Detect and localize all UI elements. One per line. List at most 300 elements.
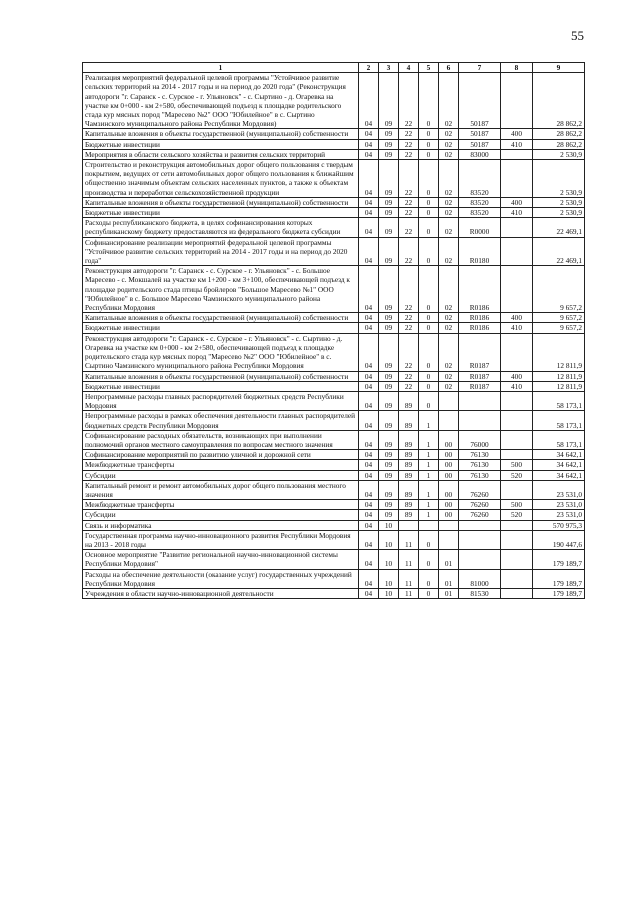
program-code-cell: 22 xyxy=(399,333,419,371)
program-code-cell: 22 xyxy=(399,381,419,391)
table-row xyxy=(83,569,585,588)
expense-type-cell xyxy=(501,588,533,598)
event-code-cell: 02 xyxy=(439,129,459,139)
row-name-cell: Капитальные вложения в объекты государственной (муниципальной) собственности xyxy=(83,313,359,323)
expense-type-cell xyxy=(501,430,533,449)
row-name-cell: Бюджетные инвестиции xyxy=(83,381,359,391)
row-name-cell: Мероприятия в области сельского хозяйства и развития сельских территорий xyxy=(83,149,359,159)
subsection-code-cell: 09 xyxy=(379,500,399,510)
row-name-cell: Капитальный ремонт и ремонт автомобильных дорог общего пользования местного значения xyxy=(83,480,359,499)
section-code-cell: 04 xyxy=(359,313,379,323)
program-code-cell: 22 xyxy=(399,266,419,313)
event-code-cell xyxy=(439,391,459,410)
section-code-cell: 04 xyxy=(359,411,379,430)
subprogram-code-cell: 0 xyxy=(419,218,439,237)
subprogram-code-cell: 1 xyxy=(419,430,439,449)
event-code-cell: 02 xyxy=(439,381,459,391)
direction-code-cell xyxy=(459,530,501,549)
table-row xyxy=(83,500,585,510)
event-code-cell: 02 xyxy=(439,139,459,149)
program-code-cell xyxy=(399,520,419,530)
subprogram-code-cell: 1 xyxy=(419,450,439,460)
event-code-cell: 00 xyxy=(439,510,459,520)
subsection-code-cell: 09 xyxy=(379,160,399,198)
section-code-cell: 04 xyxy=(359,470,379,480)
row-name-cell: Реализация мероприятий федеральной целевой программы "Устойчивое развитие сельских территорий на 2014 - 2017 годы и на период до 2020 года" (Реконструкция автодороги "г. Саранск - с. Сурское - г. Ульяновск" - с. Сыртино - д. Огаревка на участке км 0+000 - км 2+580, обеспечивающей подъезд к площадке родительского стада кур мясных пород "Маресево №2" ООО "Юбилейное" в с. Сыртино Чамзинского муниципального района Республики Мордовия) xyxy=(83,73,359,129)
program-code-cell: 22 xyxy=(399,208,419,218)
row-name-cell: Бюджетные инвестиции xyxy=(83,208,359,218)
direction-code-cell: 81000 xyxy=(459,569,501,588)
expense-type-cell xyxy=(501,550,533,569)
row-name-cell: Реконструкция автодороги "г. Саранск - с. Сурское - г. Ульяновск" - с. Сыртино - д. Огаревка на участке км 0+000 - км 2+580, обеспечивающей подъезд к площадке родительского стада кур мясных пород "Маресево №2" ООО "Юбилейное" в с. Сыртино Чамзинского муниципального района Республики Мордовия xyxy=(83,333,359,371)
event-code-cell: 02 xyxy=(439,237,459,266)
direction-code-cell xyxy=(459,411,501,430)
amount-cell: 2 530,9 xyxy=(533,208,585,218)
direction-code-cell: 76130 xyxy=(459,470,501,480)
subsection-code-cell: 09 xyxy=(379,460,399,470)
direction-code-cell: 76130 xyxy=(459,450,501,460)
column-header: 7 xyxy=(459,63,501,73)
subprogram-code-cell: 0 xyxy=(419,237,439,266)
row-name-cell: Основное мероприятие "Развитие региональной научно-инновационной системы Республики Мордовия" xyxy=(83,550,359,569)
program-code-cell: 22 xyxy=(399,237,419,266)
subsection-code-cell: 09 xyxy=(379,411,399,430)
direction-code-cell: 76000 xyxy=(459,430,501,449)
subsection-code-cell: 09 xyxy=(379,480,399,499)
subsection-code-cell: 09 xyxy=(379,391,399,410)
expense-type-cell xyxy=(501,333,533,371)
amount-cell: 58 173,1 xyxy=(533,411,585,430)
subprogram-code-cell: 1 xyxy=(419,411,439,430)
direction-code-cell: 50187 xyxy=(459,139,501,149)
subsection-code-cell: 09 xyxy=(379,371,399,381)
table-row xyxy=(83,208,585,218)
expense-type-cell: 500 xyxy=(501,460,533,470)
program-code-cell: 11 xyxy=(399,588,419,598)
table-row xyxy=(83,73,585,129)
event-code-cell: 02 xyxy=(439,160,459,198)
event-code-cell xyxy=(439,520,459,530)
subprogram-code-cell xyxy=(419,520,439,530)
section-code-cell: 04 xyxy=(359,160,379,198)
expense-type-cell xyxy=(501,160,533,198)
table-row xyxy=(83,460,585,470)
program-code-cell: 22 xyxy=(399,323,419,333)
expense-type-cell xyxy=(501,391,533,410)
expense-type-cell xyxy=(501,237,533,266)
event-code-cell: 02 xyxy=(439,266,459,313)
event-code-cell: 00 xyxy=(439,450,459,460)
row-name-cell: Софинансирование расходных обязательств, возникающих при выполнении полномочий органов местного самоуправления по вопросам местного значения xyxy=(83,430,359,449)
amount-cell: 22 469,1 xyxy=(533,218,585,237)
row-name-cell: Реконструкция автодороги "г. Саранск - с. Сурское - г. Ульяновск" - с. Большое Маресево - с. Мокшалей на участке км 1+200 - км 3+100, обеспечивающей подъезд к площадке родительского стада птицы бройлеров "Большое Маресево №1" ООО "Юбилейное" в с. Большое Маресево Чамзинского муниципального района Республики Мордовия xyxy=(83,266,359,313)
event-code-cell: 01 xyxy=(439,588,459,598)
page-number: 55 xyxy=(571,28,584,43)
subprogram-code-cell: 0 xyxy=(419,313,439,323)
section-code-cell: 04 xyxy=(359,430,379,449)
row-name-cell: Межбюджетные трансферты xyxy=(83,460,359,470)
subprogram-code-cell: 0 xyxy=(419,149,439,159)
program-code-cell: 22 xyxy=(399,197,419,207)
table-row xyxy=(83,510,585,520)
subsection-code-cell: 09 xyxy=(379,237,399,266)
event-code-cell: 02 xyxy=(439,333,459,371)
column-header: 2 xyxy=(359,63,379,73)
row-name-cell: Субсидии xyxy=(83,470,359,480)
subsection-code-cell: 09 xyxy=(379,139,399,149)
row-name-cell: Межбюджетные трансферты xyxy=(83,500,359,510)
row-name-cell: Капитальные вложения в объекты государственной (муниципальной) собственности xyxy=(83,371,359,381)
event-code-cell: 01 xyxy=(439,550,459,569)
direction-code-cell: R0186 xyxy=(459,266,501,313)
table-row xyxy=(83,430,585,449)
subsection-code-cell: 10 xyxy=(379,530,399,549)
amount-cell: 190 447,6 xyxy=(533,530,585,549)
column-header: 1 xyxy=(83,63,359,73)
amount-cell: 58 173,1 xyxy=(533,430,585,449)
amount-cell: 28 862,2 xyxy=(533,73,585,129)
subsection-code-cell: 10 xyxy=(379,520,399,530)
row-name-cell: Непрограммные расходы в рамках обеспечения деятельности главных распорядителей бюджетных средств Республики Мордовия xyxy=(83,411,359,430)
program-code-cell: 22 xyxy=(399,160,419,198)
column-header: 4 xyxy=(399,63,419,73)
amount-cell: 570 975,3 xyxy=(533,520,585,530)
event-code-cell: 02 xyxy=(439,371,459,381)
subprogram-code-cell: 1 xyxy=(419,470,439,480)
direction-code-cell: R0186 xyxy=(459,323,501,333)
row-name-cell: Бюджетные инвестиции xyxy=(83,323,359,333)
section-code-cell: 04 xyxy=(359,520,379,530)
subsection-code-cell: 09 xyxy=(379,313,399,323)
subprogram-code-cell: 0 xyxy=(419,381,439,391)
subprogram-code-cell: 0 xyxy=(419,550,439,569)
expense-type-cell: 400 xyxy=(501,313,533,323)
expense-type-cell: 400 xyxy=(501,129,533,139)
amount-cell: 12 811,9 xyxy=(533,371,585,381)
subsection-code-cell: 09 xyxy=(379,73,399,129)
table-row xyxy=(83,237,585,266)
table-row xyxy=(83,333,585,371)
column-header: 9 xyxy=(533,63,585,73)
amount-cell: 179 189,7 xyxy=(533,550,585,569)
table-row xyxy=(83,588,585,598)
section-code-cell: 04 xyxy=(359,237,379,266)
program-code-cell: 89 xyxy=(399,470,419,480)
subprogram-code-cell: 0 xyxy=(419,588,439,598)
direction-code-cell: R0180 xyxy=(459,237,501,266)
section-code-cell: 04 xyxy=(359,391,379,410)
expense-type-cell xyxy=(501,530,533,549)
amount-cell: 12 811,9 xyxy=(533,381,585,391)
subsection-code-cell: 09 xyxy=(379,450,399,460)
event-code-cell xyxy=(439,530,459,549)
subsection-code-cell: 09 xyxy=(379,197,399,207)
row-name-cell: Капитальные вложения в объекты государственной (муниципальной) собственности xyxy=(83,129,359,139)
column-header: 3 xyxy=(379,63,399,73)
expense-type-cell: 410 xyxy=(501,323,533,333)
column-header: 5 xyxy=(419,63,439,73)
table-row xyxy=(83,218,585,237)
expense-type-cell xyxy=(501,73,533,129)
direction-code-cell: 81530 xyxy=(459,588,501,598)
subsection-code-cell: 09 xyxy=(379,510,399,520)
header-row xyxy=(83,63,585,73)
subprogram-code-cell: 0 xyxy=(419,139,439,149)
direction-code-cell: 83520 xyxy=(459,197,501,207)
subsection-code-cell: 09 xyxy=(379,129,399,139)
budget-table xyxy=(82,62,585,599)
section-code-cell: 04 xyxy=(359,510,379,520)
expense-type-cell xyxy=(501,411,533,430)
subsection-code-cell: 09 xyxy=(379,208,399,218)
subprogram-code-cell: 0 xyxy=(419,73,439,129)
direction-code-cell: R0187 xyxy=(459,381,501,391)
row-name-cell: Бюджетные инвестиции xyxy=(83,139,359,149)
event-code-cell: 02 xyxy=(439,208,459,218)
expense-type-cell: 410 xyxy=(501,208,533,218)
table-row xyxy=(83,129,585,139)
program-code-cell: 89 xyxy=(399,500,419,510)
expense-type-cell: 500 xyxy=(501,500,533,510)
event-code-cell: 02 xyxy=(439,313,459,323)
subprogram-code-cell: 0 xyxy=(419,569,439,588)
direction-code-cell: R0187 xyxy=(459,371,501,381)
table-row xyxy=(83,550,585,569)
table-row xyxy=(83,323,585,333)
direction-code-cell: 83520 xyxy=(459,160,501,198)
subsection-code-cell: 09 xyxy=(379,218,399,237)
table-row xyxy=(83,149,585,159)
row-name-cell: Непрограммные расходы главных распорядителей бюджетных средств Республики Мордовия xyxy=(83,391,359,410)
event-code-cell xyxy=(439,411,459,430)
expense-type-cell: 520 xyxy=(501,470,533,480)
direction-code-cell xyxy=(459,520,501,530)
amount-cell: 23 531,0 xyxy=(533,500,585,510)
event-code-cell: 00 xyxy=(439,470,459,480)
column-header: 8 xyxy=(501,63,533,73)
amount-cell: 28 862,2 xyxy=(533,129,585,139)
row-name-cell: Связь и информатика xyxy=(83,520,359,530)
table-row xyxy=(83,480,585,499)
expense-type-cell xyxy=(501,450,533,460)
table-row xyxy=(83,139,585,149)
event-code-cell: 02 xyxy=(439,323,459,333)
direction-code-cell: 50187 xyxy=(459,129,501,139)
section-code-cell: 04 xyxy=(359,550,379,569)
expense-type-cell xyxy=(501,218,533,237)
section-code-cell: 04 xyxy=(359,460,379,470)
program-code-cell: 22 xyxy=(399,313,419,323)
table-row xyxy=(83,520,585,530)
section-code-cell: 04 xyxy=(359,530,379,549)
table-row xyxy=(83,411,585,430)
amount-cell: 12 811,9 xyxy=(533,333,585,371)
subsection-code-cell: 09 xyxy=(379,430,399,449)
subprogram-code-cell: 1 xyxy=(419,480,439,499)
direction-code-cell: 83520 xyxy=(459,208,501,218)
section-code-cell: 04 xyxy=(359,139,379,149)
amount-cell: 58 173,1 xyxy=(533,391,585,410)
program-code-cell: 11 xyxy=(399,569,419,588)
column-header: 6 xyxy=(439,63,459,73)
expense-type-cell xyxy=(501,520,533,530)
section-code-cell: 04 xyxy=(359,323,379,333)
row-name-cell: Софинансирование мероприятий по развитию уличной и дорожной сети xyxy=(83,450,359,460)
direction-code-cell xyxy=(459,550,501,569)
expense-type-cell xyxy=(501,266,533,313)
direction-code-cell: 76260 xyxy=(459,500,501,510)
direction-code-cell: R0000 xyxy=(459,218,501,237)
row-name-cell: Субсидии xyxy=(83,510,359,520)
amount-cell: 2 530,9 xyxy=(533,197,585,207)
row-name-cell: Государственная программа научно-инновационного развития Республики Мордовия на 2013 - 2018 годы xyxy=(83,530,359,549)
program-code-cell: 22 xyxy=(399,139,419,149)
event-code-cell: 02 xyxy=(439,218,459,237)
program-code-cell: 22 xyxy=(399,129,419,139)
program-code-cell: 89 xyxy=(399,510,419,520)
program-code-cell: 11 xyxy=(399,530,419,549)
subprogram-code-cell: 0 xyxy=(419,391,439,410)
subprogram-code-cell: 0 xyxy=(419,129,439,139)
subsection-code-cell: 09 xyxy=(379,266,399,313)
subprogram-code-cell: 0 xyxy=(419,371,439,381)
amount-cell: 2 530,9 xyxy=(533,149,585,159)
section-code-cell: 04 xyxy=(359,149,379,159)
row-name-cell: Софинансирование реализации мероприятий федеральной целевой программы "Устойчивое развитие сельских территорий на 2014 - 2017 годы и на период до 2020 года" xyxy=(83,237,359,266)
amount-cell: 34 642,1 xyxy=(533,460,585,470)
section-code-cell: 04 xyxy=(359,588,379,598)
direction-code-cell: 76130 xyxy=(459,460,501,470)
event-code-cell: 01 xyxy=(439,569,459,588)
expense-type-cell xyxy=(501,569,533,588)
subsection-code-cell: 10 xyxy=(379,588,399,598)
subprogram-code-cell: 0 xyxy=(419,530,439,549)
program-code-cell: 89 xyxy=(399,480,419,499)
expense-type-cell: 400 xyxy=(501,197,533,207)
subprogram-code-cell: 0 xyxy=(419,208,439,218)
amount-cell: 9 657,2 xyxy=(533,323,585,333)
direction-code-cell xyxy=(459,391,501,410)
section-code-cell: 04 xyxy=(359,569,379,588)
row-name-cell: Расходы республиканского бюджета, в целях софинансирования которых республиканскому бюджету предоставляются из федерального бюджета субсидии xyxy=(83,218,359,237)
program-code-cell: 89 xyxy=(399,430,419,449)
event-code-cell: 02 xyxy=(439,149,459,159)
amount-cell: 23 531,0 xyxy=(533,510,585,520)
row-name-cell: Расходы на обеспечение деятельности (оказание услуг) государственных учреждений Республики Мордовия xyxy=(83,569,359,588)
section-code-cell: 04 xyxy=(359,197,379,207)
subsection-code-cell: 09 xyxy=(379,323,399,333)
amount-cell: 34 642,1 xyxy=(533,470,585,480)
section-code-cell: 04 xyxy=(359,208,379,218)
event-code-cell: 00 xyxy=(439,460,459,470)
amount-cell: 179 189,7 xyxy=(533,569,585,588)
section-code-cell: 04 xyxy=(359,450,379,460)
expense-type-cell: 520 xyxy=(501,510,533,520)
table-row xyxy=(83,313,585,323)
subprogram-code-cell: 1 xyxy=(419,460,439,470)
section-code-cell: 04 xyxy=(359,371,379,381)
section-code-cell: 04 xyxy=(359,381,379,391)
direction-code-cell: 76260 xyxy=(459,480,501,499)
amount-cell: 28 862,2 xyxy=(533,139,585,149)
event-code-cell: 02 xyxy=(439,73,459,129)
table-row xyxy=(83,371,585,381)
table-row xyxy=(83,266,585,313)
row-name-cell: Учреждения в области научно-инновационной деятельности xyxy=(83,588,359,598)
subsection-code-cell: 10 xyxy=(379,569,399,588)
expense-type-cell: 410 xyxy=(501,381,533,391)
expense-type-cell: 410 xyxy=(501,139,533,149)
direction-code-cell: 83000 xyxy=(459,149,501,159)
table-row xyxy=(83,470,585,480)
row-name-cell: Капитальные вложения в объекты государственной (муниципальной) собственности xyxy=(83,197,359,207)
subprogram-code-cell: 1 xyxy=(419,510,439,520)
event-code-cell: 00 xyxy=(439,430,459,449)
amount-cell: 9 657,2 xyxy=(533,313,585,323)
table-row xyxy=(83,391,585,410)
subprogram-code-cell: 0 xyxy=(419,266,439,313)
amount-cell: 9 657,2 xyxy=(533,266,585,313)
expense-type-cell: 400 xyxy=(501,371,533,381)
section-code-cell: 04 xyxy=(359,73,379,129)
subsection-code-cell: 10 xyxy=(379,550,399,569)
subprogram-code-cell: 0 xyxy=(419,333,439,371)
program-code-cell: 22 xyxy=(399,218,419,237)
program-code-cell: 22 xyxy=(399,149,419,159)
direction-code-cell: 50187 xyxy=(459,73,501,129)
event-code-cell: 00 xyxy=(439,500,459,510)
table-row xyxy=(83,381,585,391)
amount-cell: 179 189,7 xyxy=(533,588,585,598)
row-name-cell: Строительство и реконструкция автомобильных дорог общего пользования с твердым покрытием, ведущих от сети автомобильных дорог общего пользования к ближайшим общественно значимым объектам сельских населенных пунктов, а также к объектам производства и переработки сельскохозяйственной продукции xyxy=(83,160,359,198)
amount-cell: 2 530,9 xyxy=(533,160,585,198)
expense-type-cell xyxy=(501,480,533,499)
expense-type-cell xyxy=(501,149,533,159)
subsection-code-cell: 09 xyxy=(379,470,399,480)
section-code-cell: 04 xyxy=(359,480,379,499)
direction-code-cell: 76260 xyxy=(459,510,501,520)
program-code-cell: 89 xyxy=(399,411,419,430)
section-code-cell: 04 xyxy=(359,266,379,313)
subprogram-code-cell: 0 xyxy=(419,160,439,198)
subprogram-code-cell: 1 xyxy=(419,500,439,510)
program-code-cell: 22 xyxy=(399,371,419,381)
direction-code-cell: R0187 xyxy=(459,333,501,371)
table-row xyxy=(83,160,585,198)
program-code-cell: 22 xyxy=(399,73,419,129)
section-code-cell: 04 xyxy=(359,333,379,371)
program-code-cell: 11 xyxy=(399,550,419,569)
amount-cell: 23 531,0 xyxy=(533,480,585,499)
table-body xyxy=(83,73,585,599)
direction-code-cell: R0186 xyxy=(459,313,501,323)
section-code-cell: 04 xyxy=(359,218,379,237)
subprogram-code-cell: 0 xyxy=(419,323,439,333)
subsection-code-cell: 09 xyxy=(379,333,399,371)
program-code-cell: 89 xyxy=(399,450,419,460)
section-code-cell: 04 xyxy=(359,500,379,510)
section-code-cell: 04 xyxy=(359,129,379,139)
table-row xyxy=(83,197,585,207)
amount-cell: 22 469,1 xyxy=(533,237,585,266)
subsection-code-cell: 09 xyxy=(379,381,399,391)
program-code-cell: 89 xyxy=(399,391,419,410)
event-code-cell: 00 xyxy=(439,480,459,499)
event-code-cell: 02 xyxy=(439,197,459,207)
subprogram-code-cell: 0 xyxy=(419,197,439,207)
subsection-code-cell: 09 xyxy=(379,149,399,159)
program-code-cell: 89 xyxy=(399,460,419,470)
